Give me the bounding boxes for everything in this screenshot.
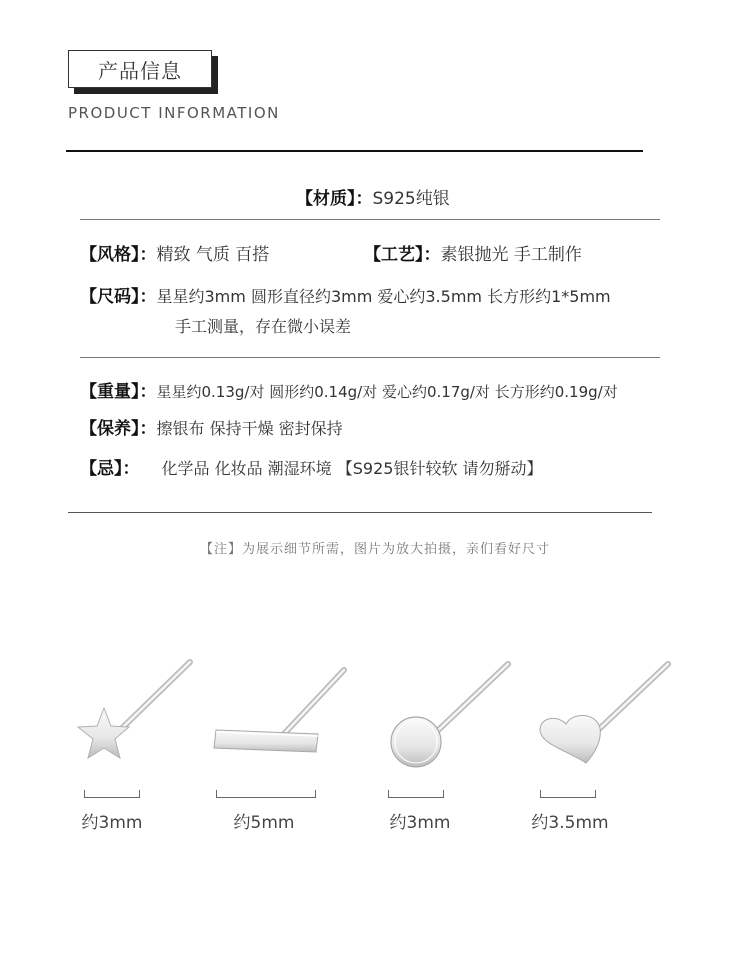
bar-size-bracket	[216, 790, 316, 798]
care-label: 【保养】	[80, 419, 140, 439]
star-size-label: 约3mm	[81, 813, 143, 833]
avoid-value: 化学品 化妆品 潮湿环境 【S925银针较软 请勿掰动】	[161, 459, 543, 478]
size-sep: ：	[139, 287, 157, 307]
size-value: 星星约3mm 圆形直径约3mm 爱心约3.5mm 长方形约1*5mm	[156, 287, 611, 306]
material-value: S925纯银	[372, 189, 450, 209]
material-row	[296, 184, 450, 209]
size-note: 手工测量，存在微小误差	[175, 317, 352, 336]
care-sep: ：	[139, 419, 157, 439]
material-sep: ：	[355, 189, 373, 209]
weight-row	[80, 377, 618, 402]
circle-stud	[391, 664, 508, 767]
size-label: 【尺码】	[80, 287, 140, 307]
divider-2	[80, 357, 660, 358]
star-stud	[78, 662, 190, 758]
size-notice: 【注】为展示细节所需，图片为放大拍摄，亲们看好尺寸	[199, 542, 550, 557]
circle-size-label: 约3mm	[389, 813, 451, 833]
avoid-label: 【忌】	[80, 459, 123, 479]
style-value: 精致 气质 百搭	[156, 245, 270, 265]
material-label: 【材质】	[296, 189, 356, 209]
care-row	[80, 414, 343, 439]
heart-stud	[540, 664, 668, 763]
section-subtitle: PRODUCT INFORMATION	[68, 104, 280, 122]
size-row	[80, 282, 611, 307]
bar-stud	[214, 670, 344, 752]
bar-size-label: 约5mm	[233, 813, 295, 833]
star-size-bracket	[84, 790, 140, 798]
circle-size-bracket	[388, 790, 444, 798]
weight-label: 【重量】	[80, 382, 140, 402]
weight-value: 星星约0.13g/对 圆形约0.14g/对 爱心约0.17g/对 长方形约0.19g/对	[156, 383, 618, 401]
avoid-row	[80, 454, 543, 479]
style-sep: ：	[139, 245, 157, 265]
weight-sep: ：	[139, 382, 157, 402]
heart-size-bracket	[540, 790, 596, 798]
craft-label: 【工艺】	[364, 245, 424, 265]
section-title: 产品信息	[68, 50, 212, 88]
style-label: 【风格】	[80, 245, 140, 265]
craft-row	[364, 240, 582, 265]
craft-value: 素银抛光 手工制作	[440, 245, 582, 265]
divider-1	[80, 219, 660, 220]
avoid-sep: ：	[122, 459, 140, 479]
craft-sep: ：	[423, 245, 441, 265]
style-row	[80, 240, 269, 265]
care-value: 擦银布 保持干燥 密封保持	[156, 419, 343, 438]
header-divider	[66, 150, 643, 152]
heart-size-label: 约3.5mm	[531, 813, 609, 833]
divider-3	[68, 512, 652, 513]
